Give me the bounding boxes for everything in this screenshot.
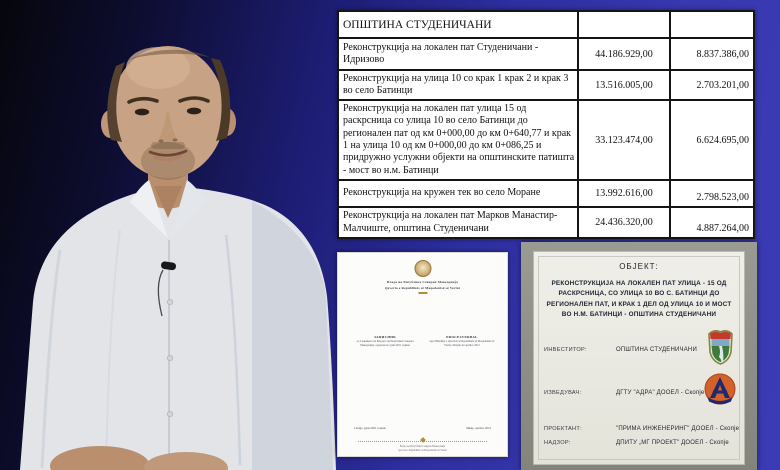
investor-value: ОПШТИНА СТУДЕНИЧАНИ — [616, 346, 697, 353]
designer-label: ПРОЕКТАНТ: — [544, 426, 582, 432]
date-mk: Скопје, јуни 2021 година — [354, 426, 386, 430]
amount-cell: 6.624.695,00 — [670, 100, 754, 180]
municipality-title: ОПШТИНА СТУДЕНИЧАНИ — [338, 11, 578, 38]
designer-value: "ПРИМА ИНЖЕНЕРИНГ" ДООЕЛ - Скопје — [616, 425, 740, 432]
amount-cell: 13.516.005,00 — [578, 70, 670, 100]
procesverbal-title: PROCESVERBAL — [446, 335, 478, 339]
contractor-value: ДГТУ "АДРА" ДООЕЛ - Скопје — [616, 389, 705, 396]
investor-label: ИНВЕСТИТОР: — [544, 347, 587, 353]
amount-cell: 33.123.474,00 — [578, 100, 670, 180]
zapisnik-body: од Седницата на Владата на Република Северна Македонија, одржана во јуни 2021 година — [356, 340, 414, 347]
header-empty-cell — [578, 11, 670, 38]
table-row — [338, 70, 754, 100]
procesverbal-body: nga Mbledhja e Qeverisë së Republikës së Maqedonisë së Veriut, mbajtur në qershor 2021 — [429, 340, 495, 347]
project-description-cell: Реконструкција на улица 10 со крак 1 крак 2 и крак 3 во село Батинци — [338, 70, 578, 100]
construction-sign-photo — [521, 242, 757, 470]
studenicani-coat-of-arms-icon — [707, 328, 734, 366]
adra-logo-icon — [704, 372, 736, 406]
amount-cell: 44.186.929,00 — [578, 38, 670, 70]
table-header-row — [338, 11, 754, 38]
table-row — [338, 100, 754, 180]
amount-cell: 4.887.264,00 — [670, 207, 754, 238]
amount-cell: 24.436.320,00 — [578, 207, 670, 238]
table-row — [338, 38, 754, 70]
header-empty-cell — [670, 11, 754, 38]
project-description-cell: Реконструкција на локален пат Марков Манастир-Малчиште, општина Студеничани — [338, 207, 578, 238]
government-seal-icon — [414, 260, 431, 277]
project-description-cell: Реконструкција на локален пат Студеничани - Идризово — [338, 38, 578, 70]
table-row — [338, 180, 754, 207]
sign-object-text: РЕКОНСТРУКЦИЈА НА ЛОКАЛЕН ПАТ УЛИЦА - 15 ОД РАСКРСНИЦА, СО УЛИЦА 10 ВО С. БАТИНЦИ ДО РЕГИОНАЛЕН ПАТ, И КРАК 1 ДЕЛ ОД УЛИЦА 10 И МОСТ ВО Н.М. БАТИНЦИ - ОПШТИНА СТУДЕНИЧАНИ — [546, 280, 732, 318]
gov-footer-line1: Влада на Република Северна Македонија — [399, 445, 446, 448]
gov-header-sq: Qeveria e Republikës së Maqedonisë së Veriut — [384, 285, 461, 290]
supervisor-value: ДПИТУ „МГ ПРОЕКТ" ДООЕЛ - Скопје — [616, 439, 729, 446]
table-row — [338, 207, 754, 238]
sign-title: ОБЈЕКТ: — [619, 262, 659, 271]
date-sq: Shkup, qershor 2021 — [466, 426, 491, 430]
presenter-photo — [0, 0, 340, 470]
amount-cell: 13.992.616,00 — [578, 180, 670, 207]
project-description-cell: Реконструкција на кружен тек во село Моране — [338, 180, 578, 207]
amount-cell: 8.837.386,00 — [670, 38, 754, 70]
gold-divider — [418, 292, 427, 294]
projects-table — [337, 10, 755, 239]
supervisor-label: НАДЗОР: — [544, 440, 571, 446]
gov-header-mk: Влада на Република Северна Македонија — [386, 280, 459, 284]
gov-footer-line2: Qeveria e Republikës së Maqedonisë së Veriut — [398, 448, 447, 452]
amount-cell: 2.798.523,00 — [670, 180, 754, 207]
amount-cell: 2.703.201,00 — [670, 70, 754, 100]
construction-sign — [533, 251, 745, 465]
zapisnik-title: ЗАПИСНИК — [373, 335, 396, 339]
government-document — [337, 252, 508, 457]
contractor-label: ИЗВЕДУВАЧ: — [544, 390, 582, 396]
project-description-cell: Реконструкција на локален пат улица 15 од раскрсница со улица 10 во село Батинци до регионален пат од км 0+000,00 до км 0+640,77 и крак 1 на улица 10 од км 0+000,00 до км 0+086,25 и придружно услужни објекти на општинските патишта - мост во н.м. Батинци — [338, 100, 578, 180]
